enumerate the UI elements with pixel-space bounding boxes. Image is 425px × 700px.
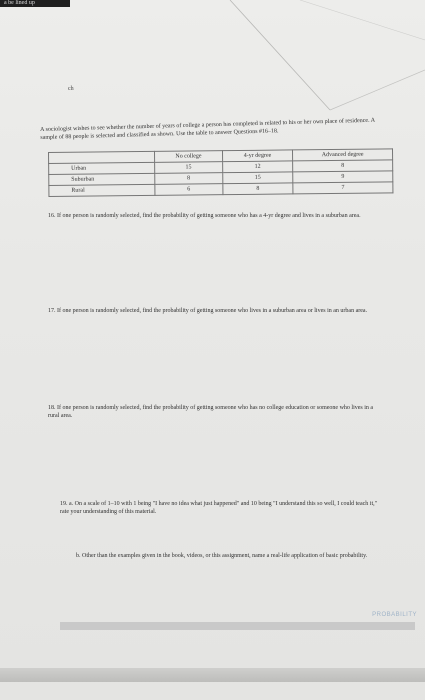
- question-18: [48, 404, 378, 420]
- footer-bar: [60, 622, 415, 630]
- row-label: Rural: [49, 184, 155, 196]
- table-header-cell: Advanced degree: [293, 149, 393, 161]
- question-number: b.: [76, 553, 81, 559]
- question-number: 19. a.: [60, 501, 74, 507]
- question-number: 16.: [48, 213, 56, 219]
- top-cropped-text: a be lined up: [0, 0, 70, 7]
- question-text: If one person is randomly selected, find the probability of getting someone who has a 4-yr degree and lives in a suburban area.: [57, 213, 361, 219]
- table-cell: 8: [155, 173, 223, 185]
- table-cell: 7: [293, 182, 393, 194]
- question-text: If one person is randomly selected, find the probability of getting someone who has no college education or someone who lives in a rural area.: [48, 405, 374, 419]
- intro-paragraph: A sociologist wishes to see whether the number of years of college a person has completed is related to his or her own place of residence. A sample of 88 people is selected and classified as shown. Use the table to answer Questions #16–18.: [40, 117, 375, 141]
- table-row: [49, 182, 393, 197]
- table-cell: 9: [293, 171, 393, 183]
- table-header-cell: No college: [154, 151, 222, 163]
- table-cell: 8: [293, 160, 393, 172]
- residence-education-table: [48, 148, 393, 197]
- table-header-cell: 4-yr degree: [222, 150, 293, 162]
- row-label: Urban: [49, 162, 155, 174]
- table-cell: 15: [222, 172, 293, 184]
- table-cell: 6: [155, 184, 223, 196]
- question-number: 18.: [48, 405, 56, 411]
- question-number: 17.: [48, 308, 56, 314]
- question-17: [48, 307, 378, 315]
- question-19a: [60, 500, 380, 516]
- question-text: On a scale of 1–10 with 1 being "I have no idea what just happened" and 10 being "I understand this so well, I could teach it," rate your understanding of this material.: [60, 501, 378, 515]
- footer-label: PROBABILITY: [372, 612, 417, 618]
- question-16: [48, 212, 378, 220]
- table-cell: 15: [155, 162, 223, 174]
- table-cell: 12: [222, 161, 293, 173]
- table-cell: 8: [223, 183, 294, 195]
- question-19b: [76, 552, 376, 560]
- row-label: Suburban: [49, 173, 155, 185]
- page-mark: ch: [68, 86, 74, 92]
- page-bottom-edge: [0, 668, 425, 682]
- question-text: Other than the examples given in the book, videos, or this assignment, name a real-life application of basic probability.: [82, 553, 368, 559]
- data-table-container: [48, 148, 393, 197]
- question-text: If one person is randomly selected, find the probability of getting someone who lives in a suburban area or lives in an urban area.: [57, 308, 368, 314]
